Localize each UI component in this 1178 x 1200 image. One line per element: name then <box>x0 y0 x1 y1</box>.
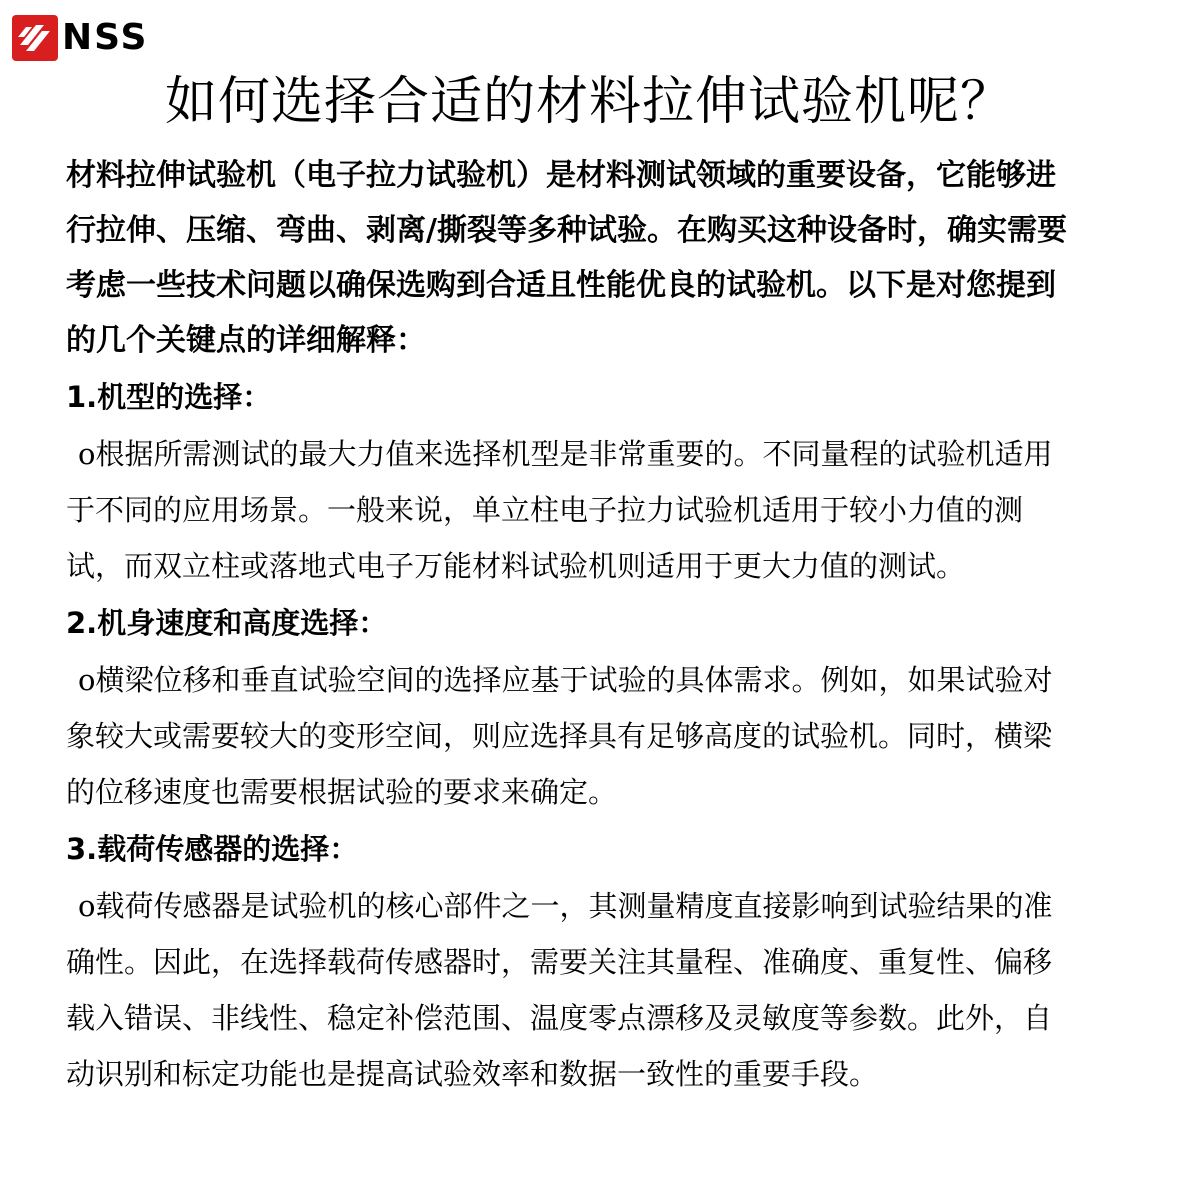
brand-name: NSS <box>62 17 149 58</box>
article-body <box>66 148 1076 1102</box>
section-paragraph: o横梁位移和垂直试验空间的选择应基于试验的具体需求。例如，如果试验对象较大或需要较大的变形空间，则应选择具有足够高度的试验机。同时，横梁的位移速度也需要根据试验的要求来确定。 <box>66 663 1053 809</box>
section-heading: 2.机身速度和高度选择： <box>66 606 388 640</box>
section-heading: 3.载荷传感器的选择： <box>66 832 359 866</box>
brand-logo <box>12 14 148 62</box>
section-load-sensor <box>66 820 1076 1102</box>
section-paragraph: o载荷传感器是试验机的核心部件之一，其测量精度直接影响到试验结果的准确性。因此，在选择载荷传感器时，需要关注其量程、准确度、重复性、偏移载入错误、非线性、稳定补偿范围、温度零点漂移及灵敏度等参数。此外，自动识别和标定功能也是提高试验效率和数据一致性的重要手段。 <box>66 889 1053 1091</box>
nss-logo-icon <box>12 15 58 61</box>
section-heading: 1.机型的选择： <box>66 380 272 414</box>
page-title: 如何选择合适的材料拉伸试验机呢？ <box>164 72 1013 132</box>
section-model-selection <box>66 368 1076 594</box>
section-speed-height <box>66 594 1076 820</box>
intro-paragraph: 材料拉伸试验机（电子拉力试验机）是材料测试领域的重要设备，它能够进行拉伸、压缩、弯曲、剥离/撕裂等多种试验。在购买这种设备时，确实需要考虑一些技术问题以确保选购到合适且性能优良的试验机。以下是对您提到的几个关键点的详细解释： <box>66 158 1067 358</box>
section-paragraph: o根据所需测试的最大力值来选择机型是非常重要的。不同量程的试验机适用于不同的应用场景。一般来说，单立柱电子拉力试验机适用于较小力值的测试，而双立柱或落地式电子万能材料试验机则适用于更大力值的测试。 <box>66 437 1053 583</box>
